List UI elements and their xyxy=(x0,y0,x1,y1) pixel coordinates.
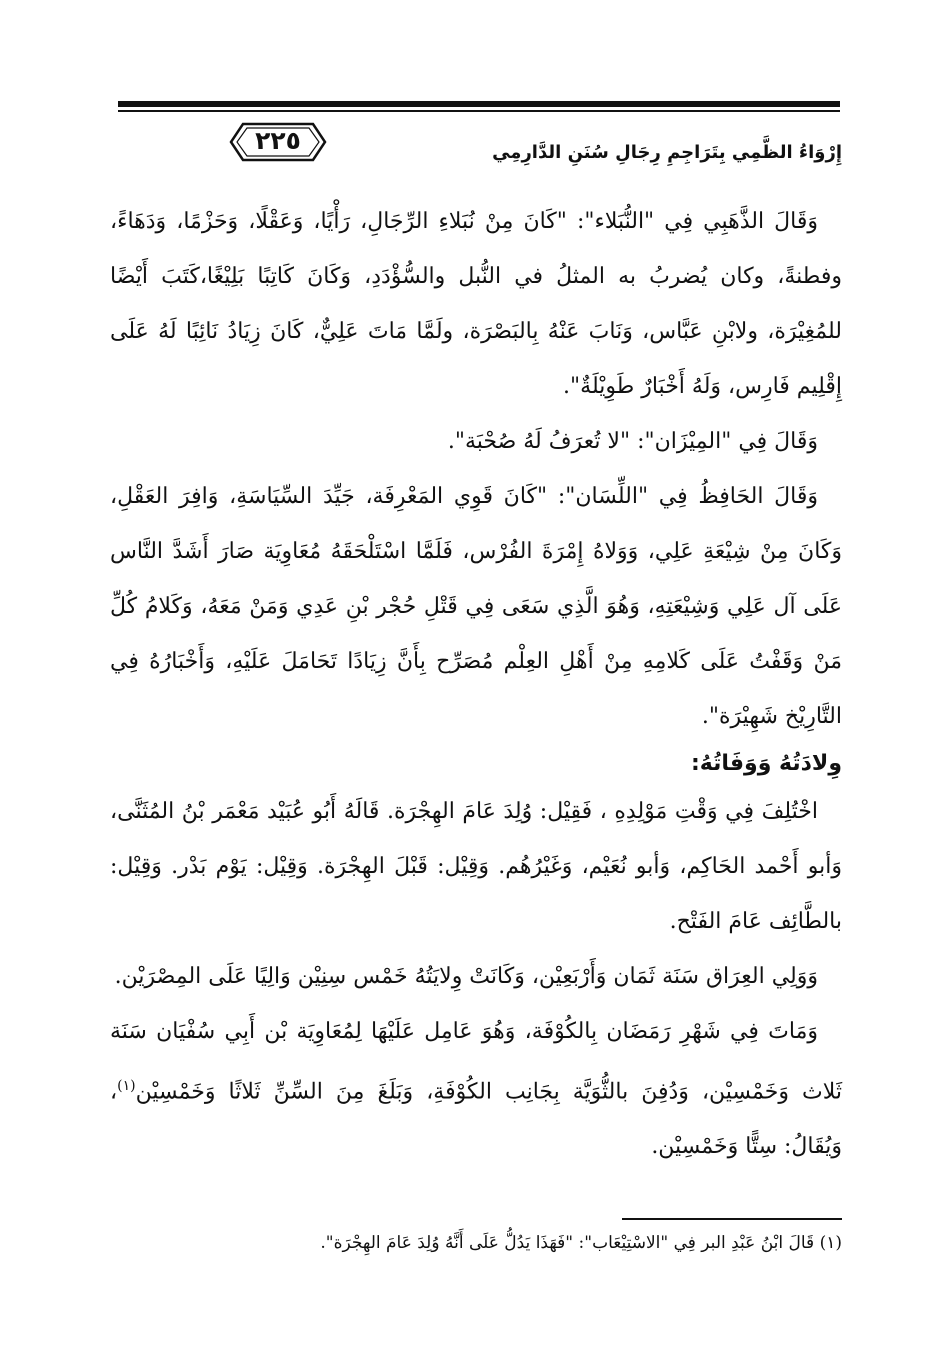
paragraph-death xyxy=(110,1004,842,1174)
header-rule-thin xyxy=(118,110,840,112)
page-number-badge xyxy=(229,120,327,164)
death-text-tail: ، وَيُقَالُ: سِتًّا وَخَمْسِيْن. xyxy=(110,1079,842,1160)
footnote-marker[interactable]: (١) xyxy=(117,1078,136,1094)
body-text xyxy=(110,194,842,1174)
death-text: وَمَاتَ فِي شَهْرِ رَمَضَان بِالكُوْفَة، وَهُوَ عَامِل عَلَيْهَا لِمُعَاوِيَة بْن أَبِي سُفْيَان سَنَة ثَلاث وَخَمْسِيْن، وَدُفِنَ بالثُّوَيَّة بِجَانِب الكُوْفَةِ، وَبَلَغَ مِنَ السِّنِّ ثَلاثًا وَخَمْسِيْن xyxy=(110,1019,842,1105)
footnote: (١) قَالَ ابْنُ عَبْدِ البر فِي "الاسْتِيْعَاب": "فَهَذَا يَدُلُّ عَلَى أَنَّهُ وُلِدَ عَامَ الهِجْرَة". xyxy=(320,1233,842,1253)
page-number: ٢٢٥ xyxy=(255,126,301,155)
paragraph-mizan: وَقَالَ فِي "المِيْزَان": "لا تُعرَفُ لَهُ صُحْبَة". xyxy=(447,429,818,454)
header-rule-thick xyxy=(118,101,840,107)
section-heading-birth-death: وِلادَتُهُ وَوَفَاتُهُ: xyxy=(690,751,842,776)
footnote-rule xyxy=(622,1218,842,1220)
paragraph-birth: اخْتُلِفَ فِي وَقْتِ مَوْلِدِهِ ، فَقِيْل: وُلِدَ عَامَ الهِجْرَة. قَالَهُ أَبُو عُبَيْد مَعْمَر بْنُ المُثَنَّى، وَأبو أَحْمد الحَاكِم، وَأبو نُعَيْم، وَغَيْرُهُم. وَقِيْل: قَبْلَ الهِجْرَة. وَقِيْل: يَوْم بَدْر. وَقِيْل: بالطَّائِف عَامَ الفَتْح. xyxy=(110,799,842,934)
paragraph-dhahabi-nubala: وَقَالَ الذَّهَبِي فِي "النُّبَلاء": "كَانَ مِنْ نُبَلاءِ الرِّجَالِ، رَأْيًا، وَعَقْلًا، وَحَزْمًا، وَدَهَاءً، وفطنةً، وكان يُضربُ به المثلُ في النُّبل والسُّؤْدَدِ، وَكَانَ كَاتِبًا بَلِيْغًا،كَتَبَ أَيْضًا للمُغِيْرَة، ولابْنِ عَبَّاس، وَنَابَ عَنْهُ بِالبَصْرَة، ولَمَّا مَاتَ عَلِيٌّ، كَانَ زِيَادُ نَائِبًا لَهُ عَلَى إِقْلِيم فَارِس، وَلَهُ أَخْبَارٌ طَوِيْلَةٌ". xyxy=(110,209,842,399)
book-title: إِرْوَاءُ الظَّمِي بِتَرَاجِمِ رِجَالِ سُنَنِ الدَّارِمِي xyxy=(492,142,842,163)
paragraph-lisan: وَقَالَ الحَافِظُ فِي "اللِّسَان": "كَانَ قَوِي المَعْرِفَة، جَيِّدَ السِّيَاسَةِ، وَافِرَ العَقْلِ، وَكَانَ مِنْ شِيْعَةِ عَلِي، وَوَلاهُ إِمْرَةَ الفُرْس، فَلَمَّا اسْتَلْحَقَهُ مُعَاوِيَة صَارَ أَشَدَّ النَّاس عَلَى آل عَلِي وَشِيْعَتِهِ، وَهُوَ الَّذِي سَعَى فِي قَتْلِ حُجْر بْنِ عَدِي وَمَنْ مَعَهُ، وَكَلامُ كُلِّ مَنْ وَقَفْتُ عَلَى كَلامِهِ مِنْ أَهْلِ العِلْم مُصَرِّح بِأَنَّ زِيَادًا تَحَامَلَ عَلَيْهِ، وَأَخْبَارُهُ فِي التَّارِيْخ شَهِيْرَة". xyxy=(110,484,842,729)
paragraph-iraq-governorship: وَوَلِي العِرَاق سَنَة ثَمَان وَأَرْبَعِيْن، وَكَانَتْ وِلايَتُهُ خَمْس سِنِيْن وَالِيًا عَلَى المِصْرَيْن. xyxy=(114,964,818,989)
